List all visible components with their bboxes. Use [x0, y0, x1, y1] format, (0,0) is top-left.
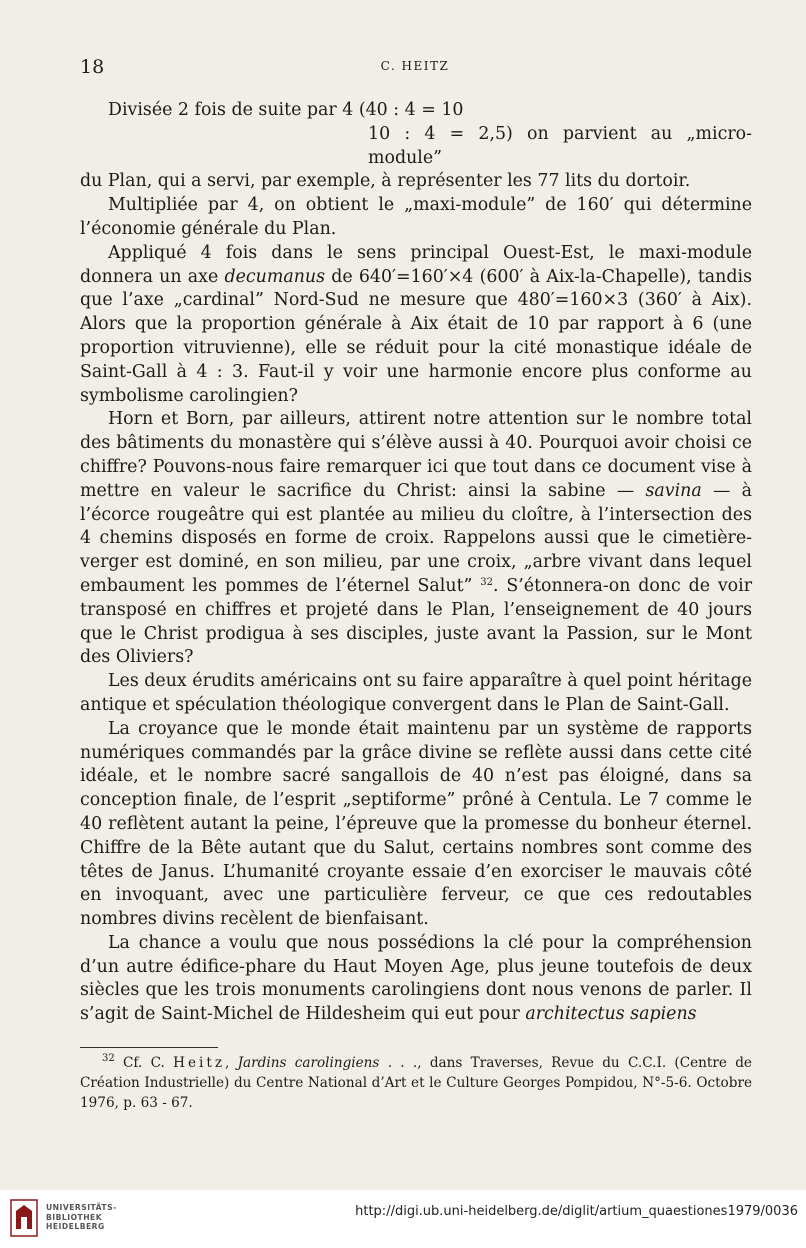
paragraph-7: La chance a voulu que nous possédions la clé pour la compréhension d’un autre édifice-phare du Haut Moyen Age, plus jeune toutefois de deux siècles que les trois monuments carolingiens dont nous venons de parler. Il s’agit de Saint-Michel de Hildesheim qui eut pour architectus sapiens: [80, 932, 752, 1025]
paragraph-1-line-2: 10 : 4 = 2,5) on parvient au „micro-module”: [368, 123, 752, 168]
paragraph-1: [80, 99, 752, 194]
footnote-author: Heitz: [173, 1055, 225, 1071]
paragraph-1-rest: du Plan, qui a servi, par exemple, à représenter les 77 lits du dortoir.: [80, 171, 691, 192]
paragraph-3: Appliqué 4 fois dans le sens principal Ouest-Est, le maxi-module donnera un axe decumanus de 640′=160′×4 (600′ à Aix-la-Chapelle), tandis que l’axe „cardinal” Nord-Sud ne mesure que 480′=160×3 (360′ à Aix). Alors que la proportion générale à Aix était de 10 par rapport à 6 (une proportion vitruvienne), elle se réduit pour la cité monastique idéale de Saint-Gall à 4 : 3. Faut-il y voir une harmonie encore plus conforme au symbolisme carolingien?: [80, 242, 752, 406]
body-text: [80, 99, 752, 1027]
paragraph-2: Multipliée par 4, on obtient le „maxi-module” de 160′ qui détermine l’économie générale du Plan.: [80, 195, 752, 239]
university-library-logo-icon: [10, 1199, 38, 1237]
source-url-link[interactable]: http://digi.ub.uni-heidelberg.de/diglit/artium_quaestiones1979/0036: [355, 1204, 798, 1219]
paragraph-6: La croyance que le monde était maintenu par un système de rapports numériques commandés par la grâce divine se reflète aussi dans cette cité idéale, et le nombre sacré sangallois de 40 n’est pas éloigné, dans sa conception finale, de l’esprit „septiforme” prôné à Centula. Le 7 comme le 40 reflètent autant la peine, l’épreuve que la promesse du bonheur éternel. Chiffre de la Bête autant que du Salut, certains nombres sont comme des têtes de Janus. L’humanité croyante essaie d’en exorciser le mauvais côté en invoquant, avec une particulière ferveur, ce que ces redoutables nombres divins recèlent de bienfaisant.: [80, 718, 752, 930]
paragraph-1-line-1: Divisée 2 fois de suite par 4 (40 : 4 = 10: [108, 100, 464, 120]
paragraph-5: Les deux érudits américains ont su faire apparaître à quel point héritage antique et spéculation théologique convergent dans le Plan de Saint-Gall.: [80, 671, 752, 715]
running-head: C. HEITZ: [380, 59, 450, 73]
page-header: [80, 56, 750, 84]
footnote-marker: 32: [102, 1053, 115, 1064]
paragraph-4: Horn et Born, par ailleurs, attirent notre attention sur le nombre total des bâtiments du monastère qui s’élève aussi à 40. Pourquoi avoir choisi ce chiffre? Pouvons-nous faire remarquer ici que tout dans ce document vise à mettre en valeur le sacrifice du Christ: ainsi la sabine — savina — à l’écorce rougeâtre qui est plantée au milieu du cloître, à l’intersection des 4 chemins disposés en forme de croix. Rappelons aussi que le cimetière-verger est dominé, en son milieu, par une croix, „arbre vivant dans lequel embaument les pommes de l’éternel Salut” $^{32}$. S’étonnera-on donc de voir transposé en chiffres et projeté dans le Plan, l’enseignement de 40 jours que le Christ prodigua à ses disciples, juste avant la Passion, sur le Mont des Oliviers?: [80, 409, 753, 668]
latin-term-savina: savina: [645, 480, 702, 501]
footnote-divider: [80, 1047, 218, 1048]
page-number: 18: [80, 56, 105, 78]
footnote-title: Jardins carolingiens . . .: [237, 1055, 418, 1071]
digitization-footer: [0, 1190, 806, 1248]
institution-name: UNIVERSITÄTS- BIBLIOTHEK HEIDELBERG: [46, 1203, 117, 1232]
latin-term-architectus-sapiens: architectus sapiens: [525, 1004, 697, 1025]
footnote-reference: 32: [480, 576, 493, 588]
latin-term-decumanus: decumanus: [224, 266, 326, 287]
footnote-32: $^{32}$ Cf. C. Heitz, Jardins carolingiens . . ., dans Traverses, Revue du C.C.I. (Centre de Création Industrielle) du Centre National d’Art et le Culture Georges Pompidou, N°-5-6. Octobre 1976, p. 63 - 67.: [80, 1053, 752, 1111]
